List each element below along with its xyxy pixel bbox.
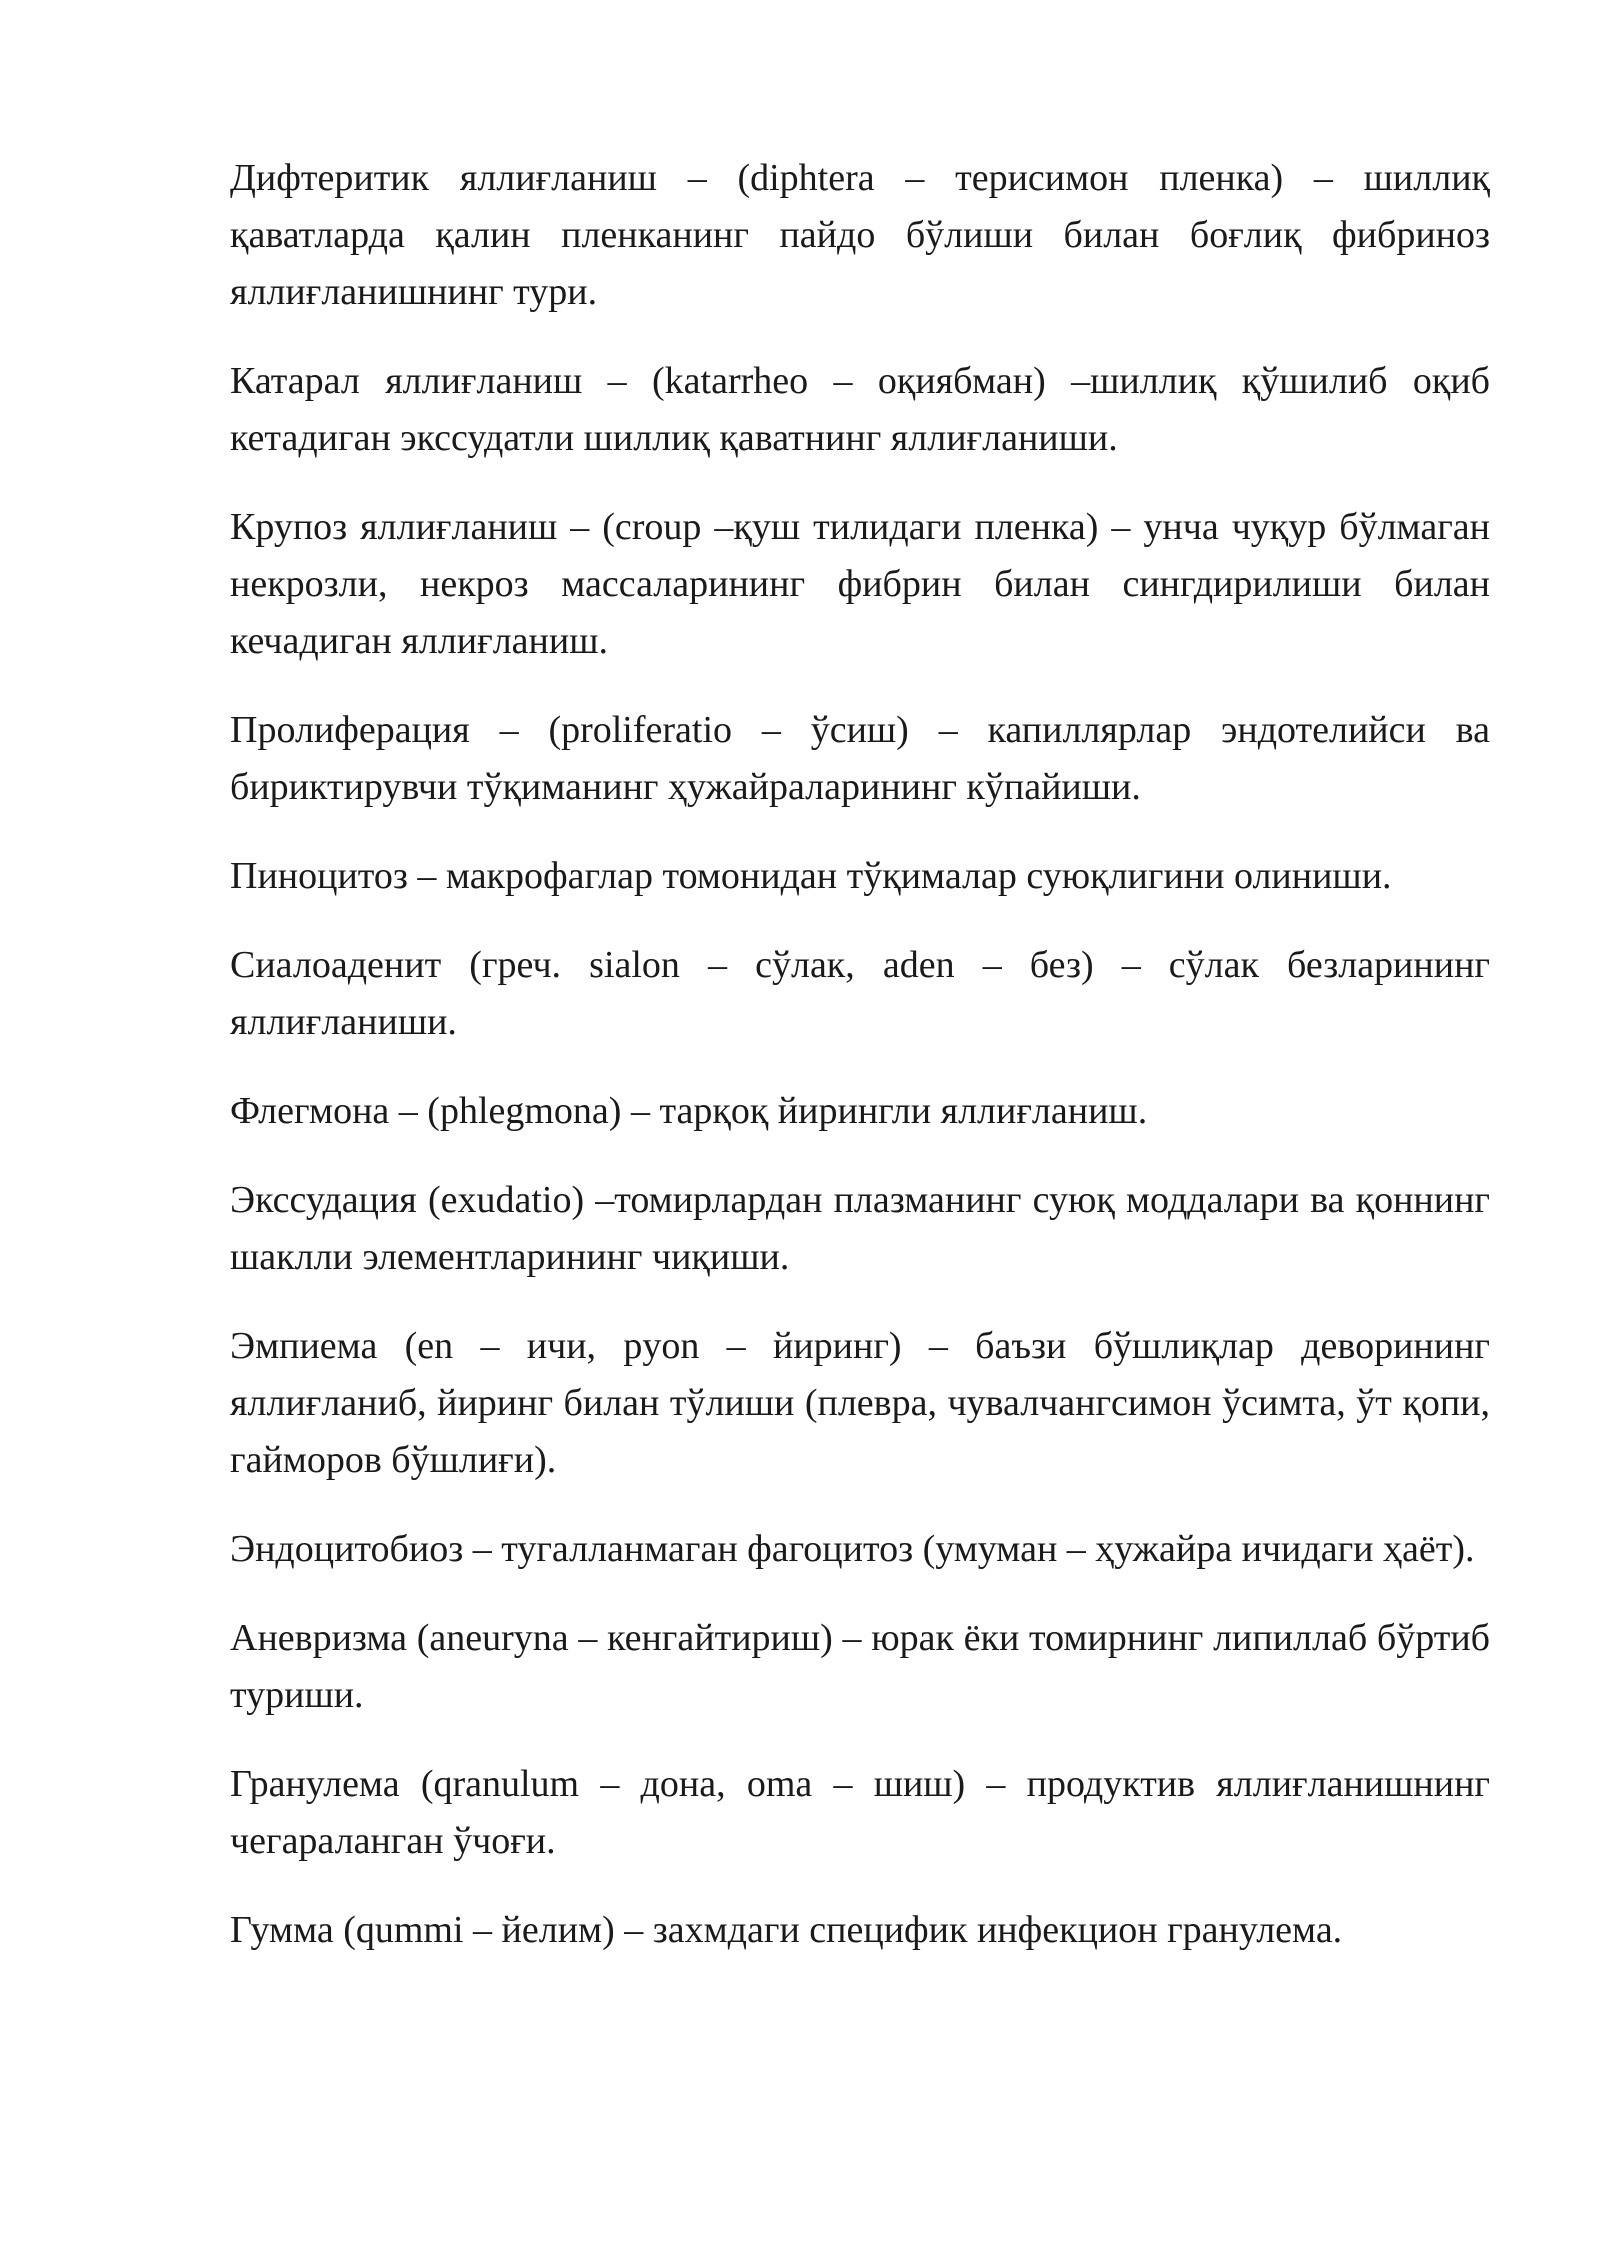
- glossary-entry-aneurysm: Аневризма (aneuryna – кенгайтириш) – юрак ёки томирнинг липиллаб бўртиб туриши.: [230, 1617, 1490, 1716]
- glossary-entry-croupous: Крупоз яллиғланиш – (croup –қуш тилидаги пленка) – унча чуқур бўлмаган некрозли, некроз массаларининг фибрин билан сингдирилиши билан кечадиган яллиғланиш.: [230, 506, 1490, 662]
- glossary-entry-empyema: Эмпиема (en – ичи, pyon – йиринг) – баъзи бўшлиқлар деворининг яллиғланиб, йиринг билан тўлиши (плевра, чувалчангсимон ўсимта, ўт қопи, гайморов бўшлиғи).: [230, 1325, 1490, 1481]
- glossary-entry-pinocytosis: Пиноцитоз – макрофаглар томонидан тўқималар суюқлигини олиниши.: [230, 855, 1392, 897]
- glossary-entry-sialoadenitis: Сиалоаденит (греч. sialon – сўлак, aden – без) – сўлак безларининг яллиғланиши.: [230, 944, 1490, 1043]
- glossary-entry-endocytobiosis: Эндоцитобиоз – тугалланмаган фагоцитоз (умуман – ҳужайра ичидаги ҳаёт).: [230, 1528, 1475, 1570]
- glossary-entry-diphtheritic: Дифтеритик яллиғланиш – (diphtera – терисимон пленка) – шиллиқ қаватларда қалин пленканинг пайдо бўлиши билан боғлиқ фибриноз яллиғланишнинг тури.: [230, 157, 1490, 313]
- document-page: [230, 150, 1490, 1991]
- glossary-entry-proliferation: Пролиферация – (proliferatio – ўсиш) – капиллярлар эндотелийси ва бириктирувчи тўқиманинг ҳужайраларининг кўпайиши.: [230, 709, 1490, 808]
- glossary-entry-catarrhal: Катарал яллиғланиш – (katarrheo – оқиябман) –шиллиқ қўшилиб оқиб кетадиган экссудатли шиллиқ қаватнинг яллиғланиши.: [230, 360, 1490, 459]
- glossary-entry-exudation: Экссудация (exudatio) –томирлардан плазманинг суюқ моддалари ва қоннинг шаклли элементларининг чиқиши.: [230, 1179, 1490, 1278]
- glossary-entry-granuloma: Гранулема (qranulum – дона, oma – шиш) – продуктив яллиғланишнинг чегараланган ўчоғи.: [230, 1763, 1490, 1862]
- glossary-entry-phlegmon: Флегмона – (phlegmona) – тарқоқ йирингли яллиғланиш.: [230, 1090, 1148, 1132]
- glossary-entry-gumma: Гумма (qummi – йелим) – захмдаги специфик инфекцион гранулема.: [230, 1909, 1343, 1951]
